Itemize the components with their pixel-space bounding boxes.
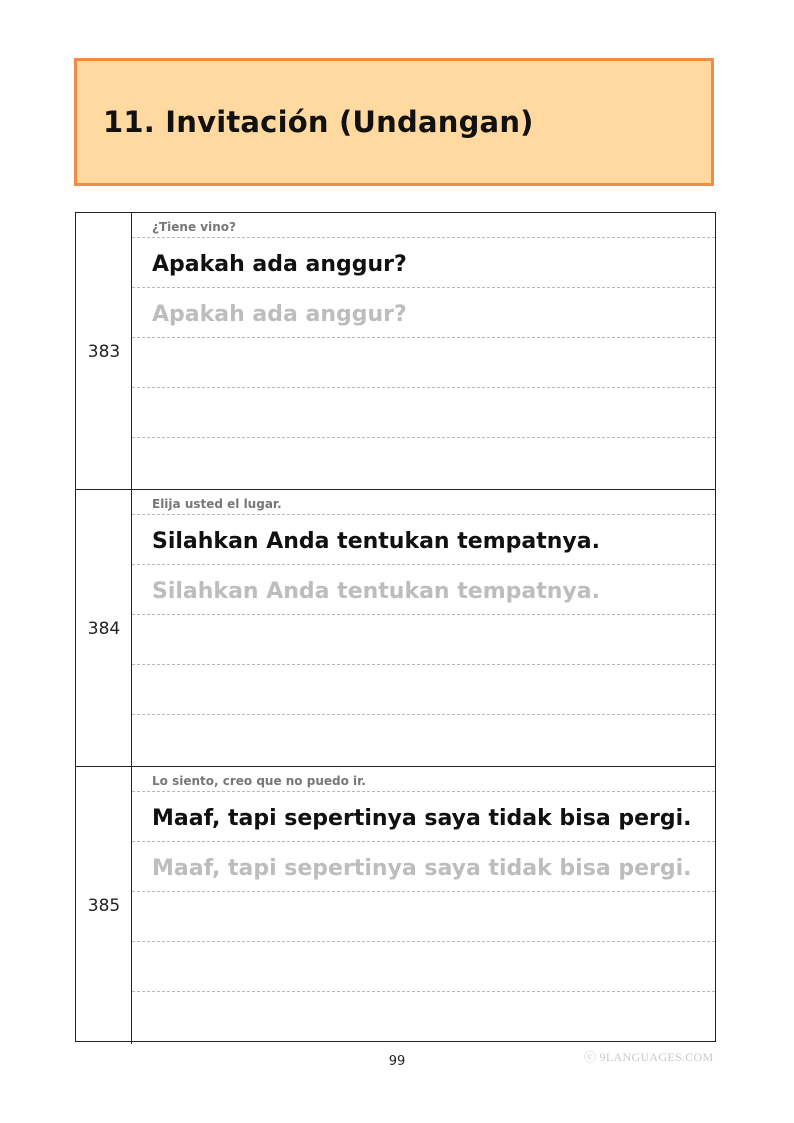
blank-writing-line <box>132 942 715 992</box>
blank-writing-line <box>132 438 715 490</box>
trace-sentence: Apakah ada anggur? <box>152 302 407 327</box>
writing-lines <box>132 490 715 767</box>
trace-sentence: Maaf, tapi sepertinya saya tidak bisa pergi. <box>152 856 692 881</box>
chapter-title-box <box>74 58 714 186</box>
spanish-sentence: Lo siento, creo que no puedo ir. <box>152 774 366 788</box>
entry-number-cell <box>76 213 132 490</box>
blank-writing-line <box>132 615 715 665</box>
blank-writing-line <box>132 665 715 715</box>
writing-lines <box>132 213 715 490</box>
entry-number: 383 <box>87 342 121 362</box>
page-number: 99 <box>388 1054 406 1069</box>
practice-table <box>75 212 716 1042</box>
spanish-line <box>132 767 715 792</box>
indonesian-line <box>132 792 715 842</box>
spanish-line <box>132 490 715 515</box>
blank-writing-line <box>132 715 715 767</box>
blank-writing-line <box>132 992 715 1041</box>
entry-block <box>76 213 715 490</box>
indonesian-sentence: Maaf, tapi sepertinya saya tidak bisa pergi. <box>152 806 692 831</box>
trace-line <box>132 288 715 338</box>
entry-block <box>76 767 715 1044</box>
entry-number: 384 <box>87 619 121 639</box>
trace-sentence: Silahkan Anda tentukan tempatnya. <box>152 579 600 604</box>
entry-block <box>76 490 715 767</box>
copyright-notice: ⓒ 9LANGUAGES.COM <box>584 1050 714 1064</box>
trace-line <box>132 842 715 892</box>
entry-number-cell <box>76 490 132 767</box>
spanish-sentence: ¿Tiene vino? <box>152 220 236 234</box>
trace-line <box>132 565 715 615</box>
blank-writing-line <box>132 388 715 438</box>
entry-number-cell <box>76 767 132 1044</box>
indonesian-line <box>132 515 715 565</box>
chapter-title: 11. Invitación (Undangan) <box>103 105 534 139</box>
writing-lines <box>132 767 715 1044</box>
spanish-line <box>132 213 715 238</box>
blank-writing-line <box>132 338 715 388</box>
indonesian-line <box>132 238 715 288</box>
indonesian-sentence: Apakah ada anggur? <box>152 252 407 277</box>
blank-writing-line <box>132 892 715 942</box>
indonesian-sentence: Silahkan Anda tentukan tempatnya. <box>152 529 600 554</box>
spanish-sentence: Elija usted el lugar. <box>152 497 282 511</box>
entry-number: 385 <box>87 896 121 916</box>
